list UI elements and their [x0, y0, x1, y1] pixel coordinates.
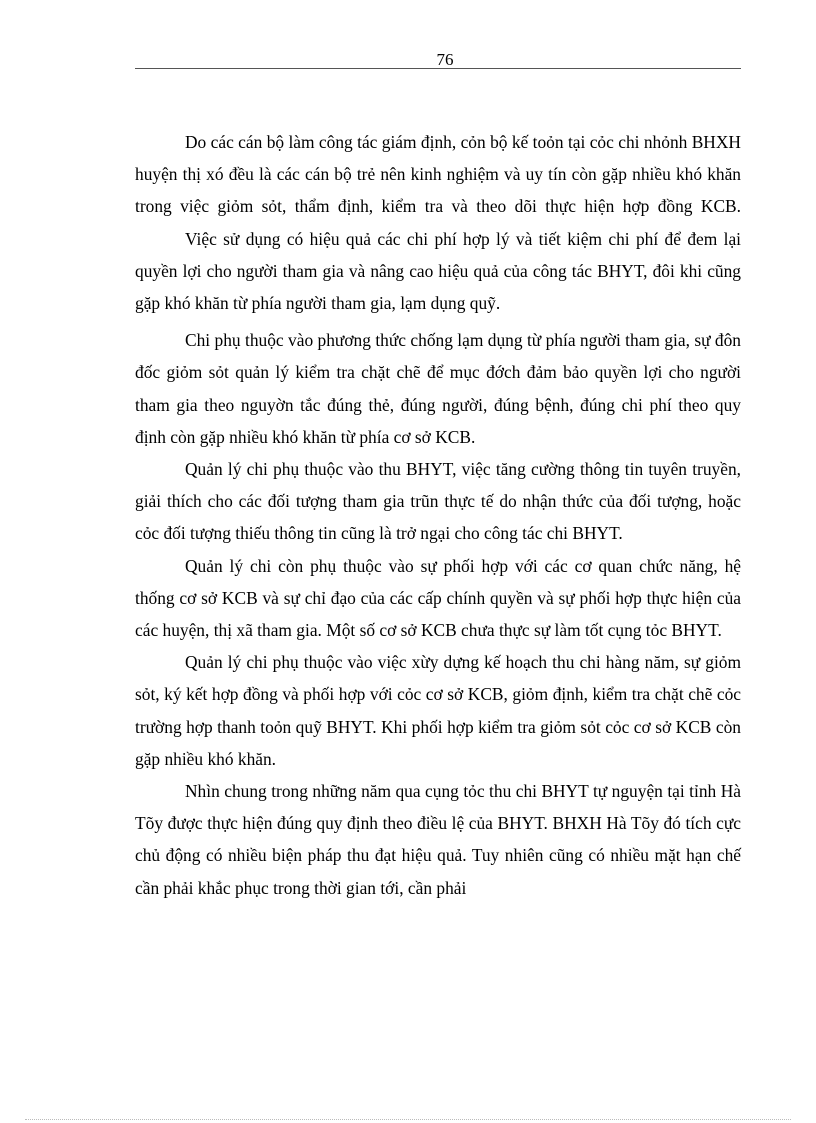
page-number: 76	[436, 50, 454, 69]
document-body	[135, 126, 741, 904]
paragraph: Việc sử dụng có hiệu quả các chi phí hợp lý và tiết kiệm chi phí để đem lại quyền lợi cho người tham gia và nâng cao hiệu quả của công tác BHYT, đôi khi cũng gặp khó khăn từ phía người tham gia, lạm dụng quỹ.	[135, 228, 741, 314]
paragraph: Nhìn chung trong những năm qua cụng tỏc thu chi BHYT tự nguyện tại tỉnh Hà Tõy được thực hiện đúng quy định theo điều lệ của BHYT. BHXH Hà Tõy đó tích cực chủ động có nhiều biện pháp thu đạt hiệu quả. Tuy nhiên cũng có nhiều mặt hạn chế cần phải khắc phục trong thời gian tới, cần phải	[135, 781, 741, 898]
paragraph: Chi phụ thuộc vào phương thức chống lạm dụng từ phía người tham gia, sự đôn đốc giỏm sỏt quản lý kiểm tra chặt chẽ để mục đớch đảm bảo quyền lợi cho người tham gia theo nguyờn tắc đúng thẻ, đúng người, đúng bệnh, đúng chi phí theo quy định còn gặp nhiều khó khăn từ phía cơ sở KCB.	[135, 330, 741, 447]
paragraph: Quản lý chi còn phụ thuộc vào sự phối hợp với các cơ quan chức năng, hệ thống cơ sở KCB và sự chỉ đạo của các cấp chính quyền và sự phối hợp thực hiện của các huyện, thị xã tham gia. Một số cơ sở KCB chưa thực sự làm tốt cụng tỏc BHYT.	[135, 555, 741, 641]
header-rule	[135, 68, 741, 69]
footer-rule	[25, 1119, 791, 1120]
paragraph: Quản lý chi phụ thuộc vào thu BHYT, việc tăng cường thông tin tuyên truyền, giải thích cho các đối tượng tham gia trũn thực tế do nhận thức của đối tượng, hoặc cỏc đối tượng thiếu thông tin cũng là trở ngại cho công tác chi BHYT.	[135, 459, 741, 544]
paragraph: Do các cán bộ làm công tác giám định, cỏn bộ kế toỏn tại cỏc chi nhỏnh BHXH huyện thị xó đều là các cán bộ trẻ nên kinh nghiệm và uy tín còn gặp nhiều khó khăn trong việc giỏm sỏt, thẩm định, kiểm tra và theo dõi thực hiện hợp đồng KCB.	[135, 132, 741, 217]
paragraph: Quản lý chi phụ thuộc vào việc xừy dựng kế hoạch thu chi hàng năm, sự giỏm sỏt, ký kết hợp đồng và phối hợp với cỏc cơ sở KCB, giỏm định, kiểm tra chặt chẽ cỏc trường hợp thanh toỏn quỹ BHYT. Khi phối hợp kiểm tra giỏm sỏt cỏc cơ sở KCB còn gặp nhiều khó khăn.	[135, 652, 741, 769]
